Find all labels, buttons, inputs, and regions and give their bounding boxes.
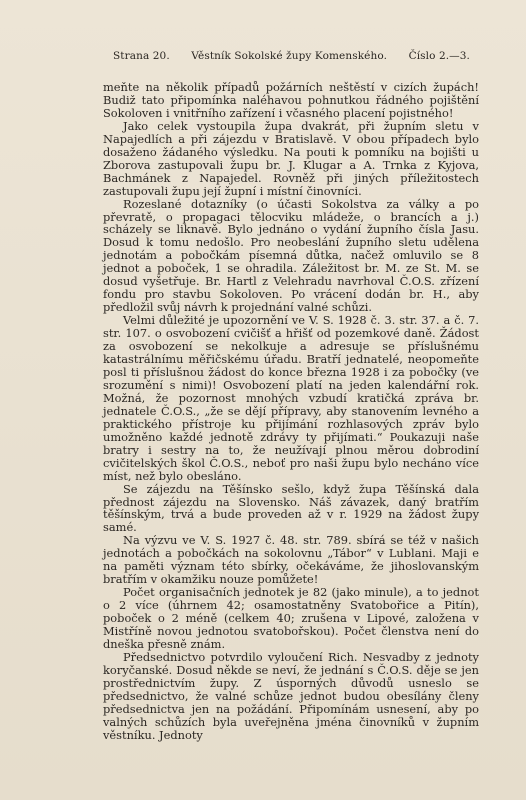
- paragraph: Počet organisačních jednotek je 82 (jako minule), a to jednot o 2 více (úhrnem 42; osamostatněny Svatobořice a Pitín), poboček o 2 méně (celkem 40; zrušena v Lipové, založena v Mistříně novou jednotou svatobořskou). Počet členstva není do dneška přesně znám.: [103, 585, 479, 651]
- journal-title: Věstník Sokolské župy Komenského.: [191, 50, 388, 62]
- issue-number: Číslo 2.—3.: [408, 50, 470, 62]
- page-number: Strana 20.: [113, 50, 170, 62]
- paragraph: Předsednictvo potvrdilo vyloučení Rich. Nesvadby z jednoty koryčanské. Dosud někde se neví, že jednání s Č.O.S. děje se jen prostřednictvím župy. Z úsporných důvodů usneslo se předsednictvo, že valné schůze jednot budou obesílány členy předsednictva jen na požádání. Připomínám usnesení, aby po valných schůzích byla uveřejněna jména činovníků v župním věstníku. Jednoty: [103, 649, 479, 742]
- page-header: [113, 50, 470, 62]
- paragraph: Na výzvu ve V. S. 1927 č. 48. str. 789. sbírá se též v našich jednotách a pobočkách na sokolovnu „Tábor“ v Lublani. Maji e na paměti význam této sbírky, očekáváme, že jihoslovanským bratřím v okamžiku nouze pomůžete!: [103, 533, 479, 587]
- paragraph: meňte na několik případů požárních neštěstí v cizích župách! Budiž tato připomínka naléhavou pohnutkou řádného pojištění Sokoloven i vnitřního zařízení i včasného placení pojistného!: [103, 80, 479, 120]
- paragraph: Rozeslané dotazníky (o účasti Sokolstva za války a po převratě, o propagaci tělocviku mládeže, o brancích a j.) scházely se liknavě. Bylo jednáno o vydání župního čísla Jasu. Dosud k tomu nedošlo. Pro neobeslání župního sletu udělena jednotám a pobočkám písemná důtka, načež omluvilo se 8 jednot a poboček, 1 se ohradila. Záležitost br. M. ze St. M. se dosud vyšetřuje. Br. Hartl z Velehradu navrhoval Č.O.S. zřízení fondu pro stavbu Sokoloven. Po vrácení dodán br. H., aby předložil svůj návrh k projednání valné schůzi.: [103, 196, 479, 315]
- paragraph: Se zájezdu na Těšínsko sešlo, když župa Těšínská dala přednost zájezdu na Slovensko. Náš závazek, daný bratřím těšínským, trvá a bude proveden až v r. 1929 na žádost župy samé.: [103, 481, 479, 535]
- paragraph: Velmi důležité je upozornění ve V. S. 1928 č. 3. str. 37. a č. 7. str. 107. o osvobození cvičišť a hřišť od pozemkové daně. Žádost za osvobození se nekolkuje a adresuje se příslušnému katastrálnímu měřičskému úřadu. Bratří jednatelé, neopomeňte posl ti příslušnou žádost do konce března 1928 i za pobočky (ve srozumění s nimi)! Osvobození platí na jeden kalendářní rok. Možná, že pozornost mnohých vzbudí kratičká zpráva br. jednatele Č.O.S., „že se dějí přípravy, aby stanovením levného a praktického přístroje ku přijímání rozhlasových zpráv bylo umožněno každé jednotě zdrávy ty přijímati.“ Poukazuji naše bratry i sestry na to, že neužívají plnou měrou dobrodiní cvičitelských škol Č.O.S., neboť pro naši župu bylo necháno více míst, než bylo obesláno.: [103, 313, 479, 483]
- paragraph: Jako celek vystoupila župa dvakrát, při župním sletu v Napajedlích a při zájezdu v Bratislavě. V obou případech bylo dosaženo žádaného výsledku. Na pouti k pomníku na bojišti u Zborova zastupovali župu br. J. Klugar a A. Trnka z Kyjova, Bachmánek z Napajedel. Rovněž při jiných příležitostech zastupovali župu její župní i místní činovníci.: [103, 118, 479, 198]
- body-text: [103, 81, 479, 742]
